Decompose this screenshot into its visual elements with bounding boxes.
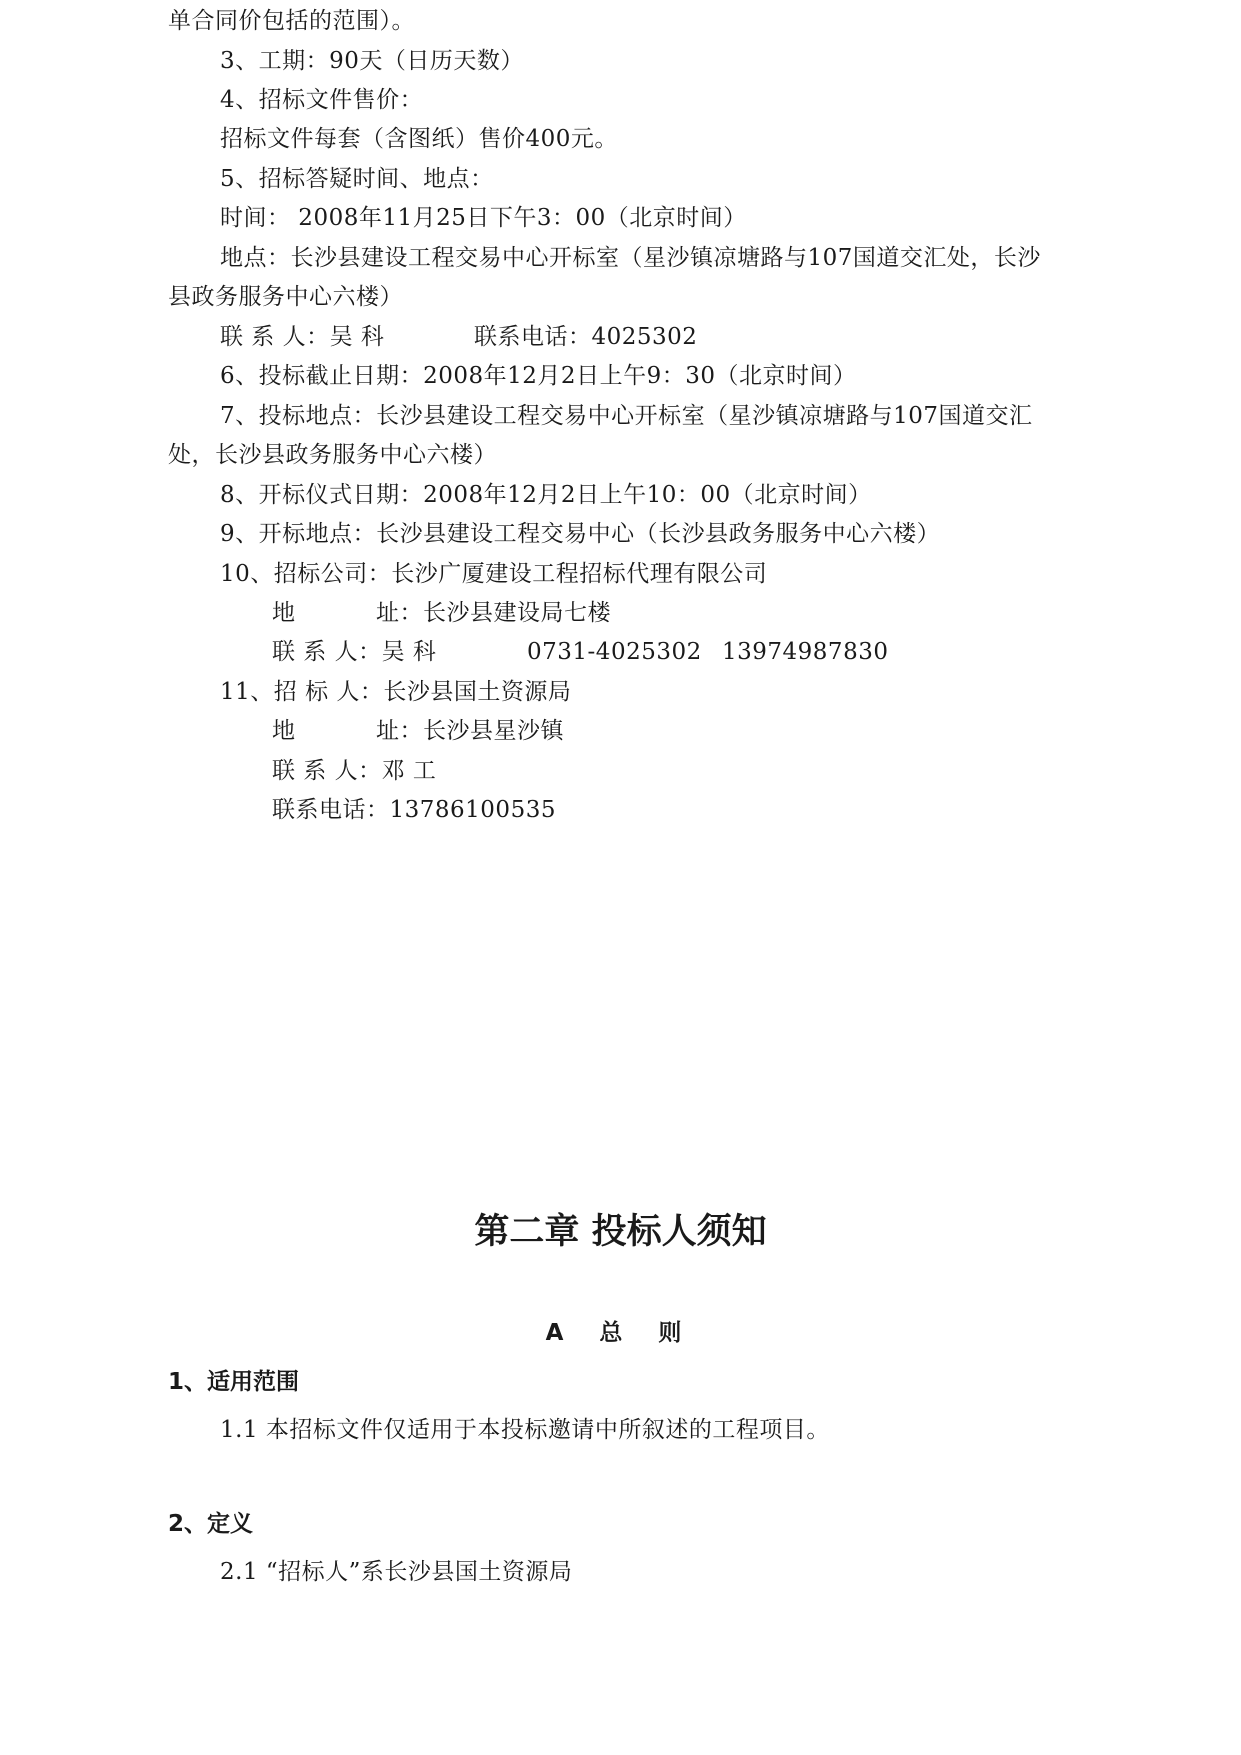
chapter-title: 第二章 投标人须知 xyxy=(474,1212,767,1252)
text-line: 联 系 人：邓 工 xyxy=(272,758,437,784)
section-title: A 总 则 xyxy=(545,1320,696,1346)
text-line: 3、工期：90天（日历天数） xyxy=(220,48,524,74)
text-line: 9、开标地点：长沙县建设工程交易中心（长沙县政务服务中心六楼） xyxy=(220,521,941,547)
text-line: 处，长沙县政务服务中心六楼） xyxy=(168,442,497,468)
address-label: 地 xyxy=(272,600,296,626)
text-line: 联系电话：13786100535 xyxy=(272,797,556,823)
clause-text: 2.1 “招标人”系长沙县国土资源局 xyxy=(220,1559,573,1585)
contact-label: 联 系 人：吴 科 xyxy=(220,324,385,350)
text-line: 6、投标截止日期：2008年12月2日上午9：30（北京时间） xyxy=(220,363,857,389)
text-line: 单合同价包括的范围）。 xyxy=(168,8,415,34)
section-heading: 2、定义 xyxy=(168,1511,254,1537)
text-line: 7、投标地点：长沙县建设工程交易中心开标室（星沙镇凉塘路与107国道交汇 xyxy=(220,403,1033,429)
text-line: 5、招标答疑时间、地点： xyxy=(220,166,494,192)
text-line: 11、招 标 人：长沙县国土资源局 xyxy=(220,679,572,705)
text-line: 8、开标仪式日期：2008年12月2日上午10：00（北京时间） xyxy=(220,482,872,508)
section-heading: 1、适用范围 xyxy=(168,1369,300,1395)
contact-mobile: 13974987830 xyxy=(722,639,889,665)
contact-phone: 联系电话：4025302 xyxy=(474,324,698,350)
text-line: 时间： 2008年11月25日下午3：00（北京时间） xyxy=(220,205,747,231)
text-line: 县政务服务中心六楼） xyxy=(168,284,403,310)
contact-phone: 0731-4025302 xyxy=(527,639,702,665)
text-line: 10、招标公司：长沙广厦建设工程招标代理有限公司 xyxy=(220,561,768,587)
address-value: 址：长沙县建设局七楼 xyxy=(376,600,611,626)
clause-text: 1.1 本招标文件仅适用于本投标邀请中所叙述的工程项目。 xyxy=(220,1417,830,1443)
address-label: 地 xyxy=(272,718,296,744)
contact-label: 联 系 人：吴 科 xyxy=(272,639,437,665)
text-line: 招标文件每套（含图纸）售价400元。 xyxy=(220,126,618,152)
text-line: 4、招标文件售价： xyxy=(220,87,424,113)
text-line: 地点：长沙县建设工程交易中心开标室（星沙镇凉塘路与107国道交汇处，长沙 xyxy=(220,245,1041,271)
address-value: 址：长沙县星沙镇 xyxy=(376,718,564,744)
